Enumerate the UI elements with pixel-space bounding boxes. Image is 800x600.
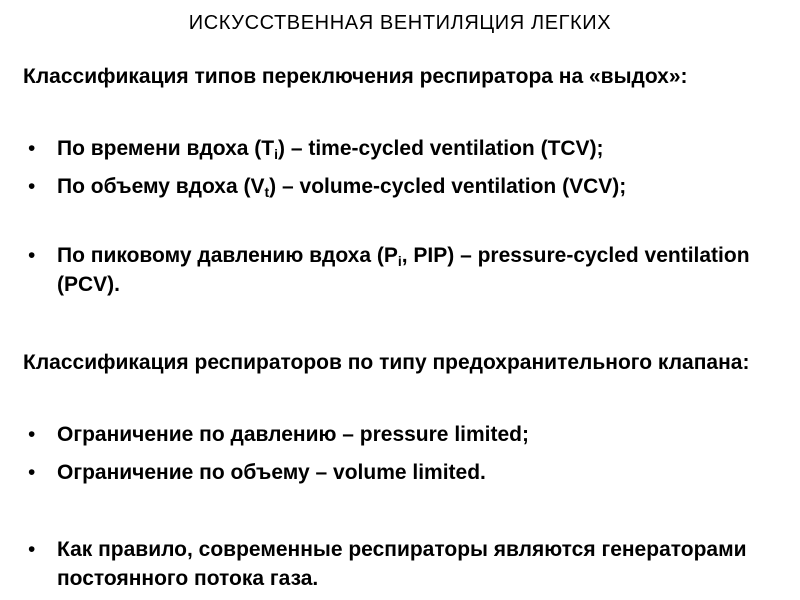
- item-text-pre: По времени вдоха (T: [57, 137, 275, 160]
- bullet-icon: •: [28, 244, 36, 267]
- section1-item-1: [23, 134, 783, 163]
- item-text-post: ) – time-cycled ventilation (TCV);: [278, 137, 604, 160]
- section1-heading: Классификация типов переключения респиратора на «выдох»:: [23, 65, 688, 88]
- item-subscript: i: [274, 146, 278, 162]
- section2-item-2: [23, 458, 783, 487]
- section1-item-2: [23, 172, 783, 201]
- bullet-icon: •: [28, 423, 36, 446]
- bullet-icon: •: [28, 137, 36, 160]
- item-subscript: i: [397, 253, 402, 269]
- item-text: Как правило, современные респираторы являются генераторами постоянного потока газа.: [57, 538, 747, 590]
- section2-item-1: [23, 420, 783, 449]
- slide-title: ИСКУССТВЕННАЯ ВЕНТИЛЯЦИЯ ЛЕГКИХ: [188, 12, 612, 34]
- item-text-post: ) – volume-cycled ventilation (VCV);: [269, 175, 627, 198]
- bullet-icon: •: [28, 175, 36, 198]
- item-text-post: , PIP) – pressure-cycled ventilation (PCV).: [57, 244, 750, 296]
- section1-item-3: [23, 241, 783, 299]
- item-text: Ограничение по объему – volume limited.: [57, 461, 486, 484]
- item-text: Ограничение по давлению – pressure limited;: [57, 423, 529, 446]
- bullet-icon: •: [28, 538, 36, 561]
- bullet-icon: •: [28, 461, 36, 484]
- item-text-pre: По пиковому давлению вдоха (P: [57, 244, 398, 267]
- section2-heading: Классификация респираторов по типу предохранительного клапана:: [23, 351, 750, 374]
- section3-item-1: [23, 535, 783, 593]
- item-subscript: t: [264, 184, 270, 200]
- item-text-pre: По объему вдоха (V: [57, 175, 265, 198]
